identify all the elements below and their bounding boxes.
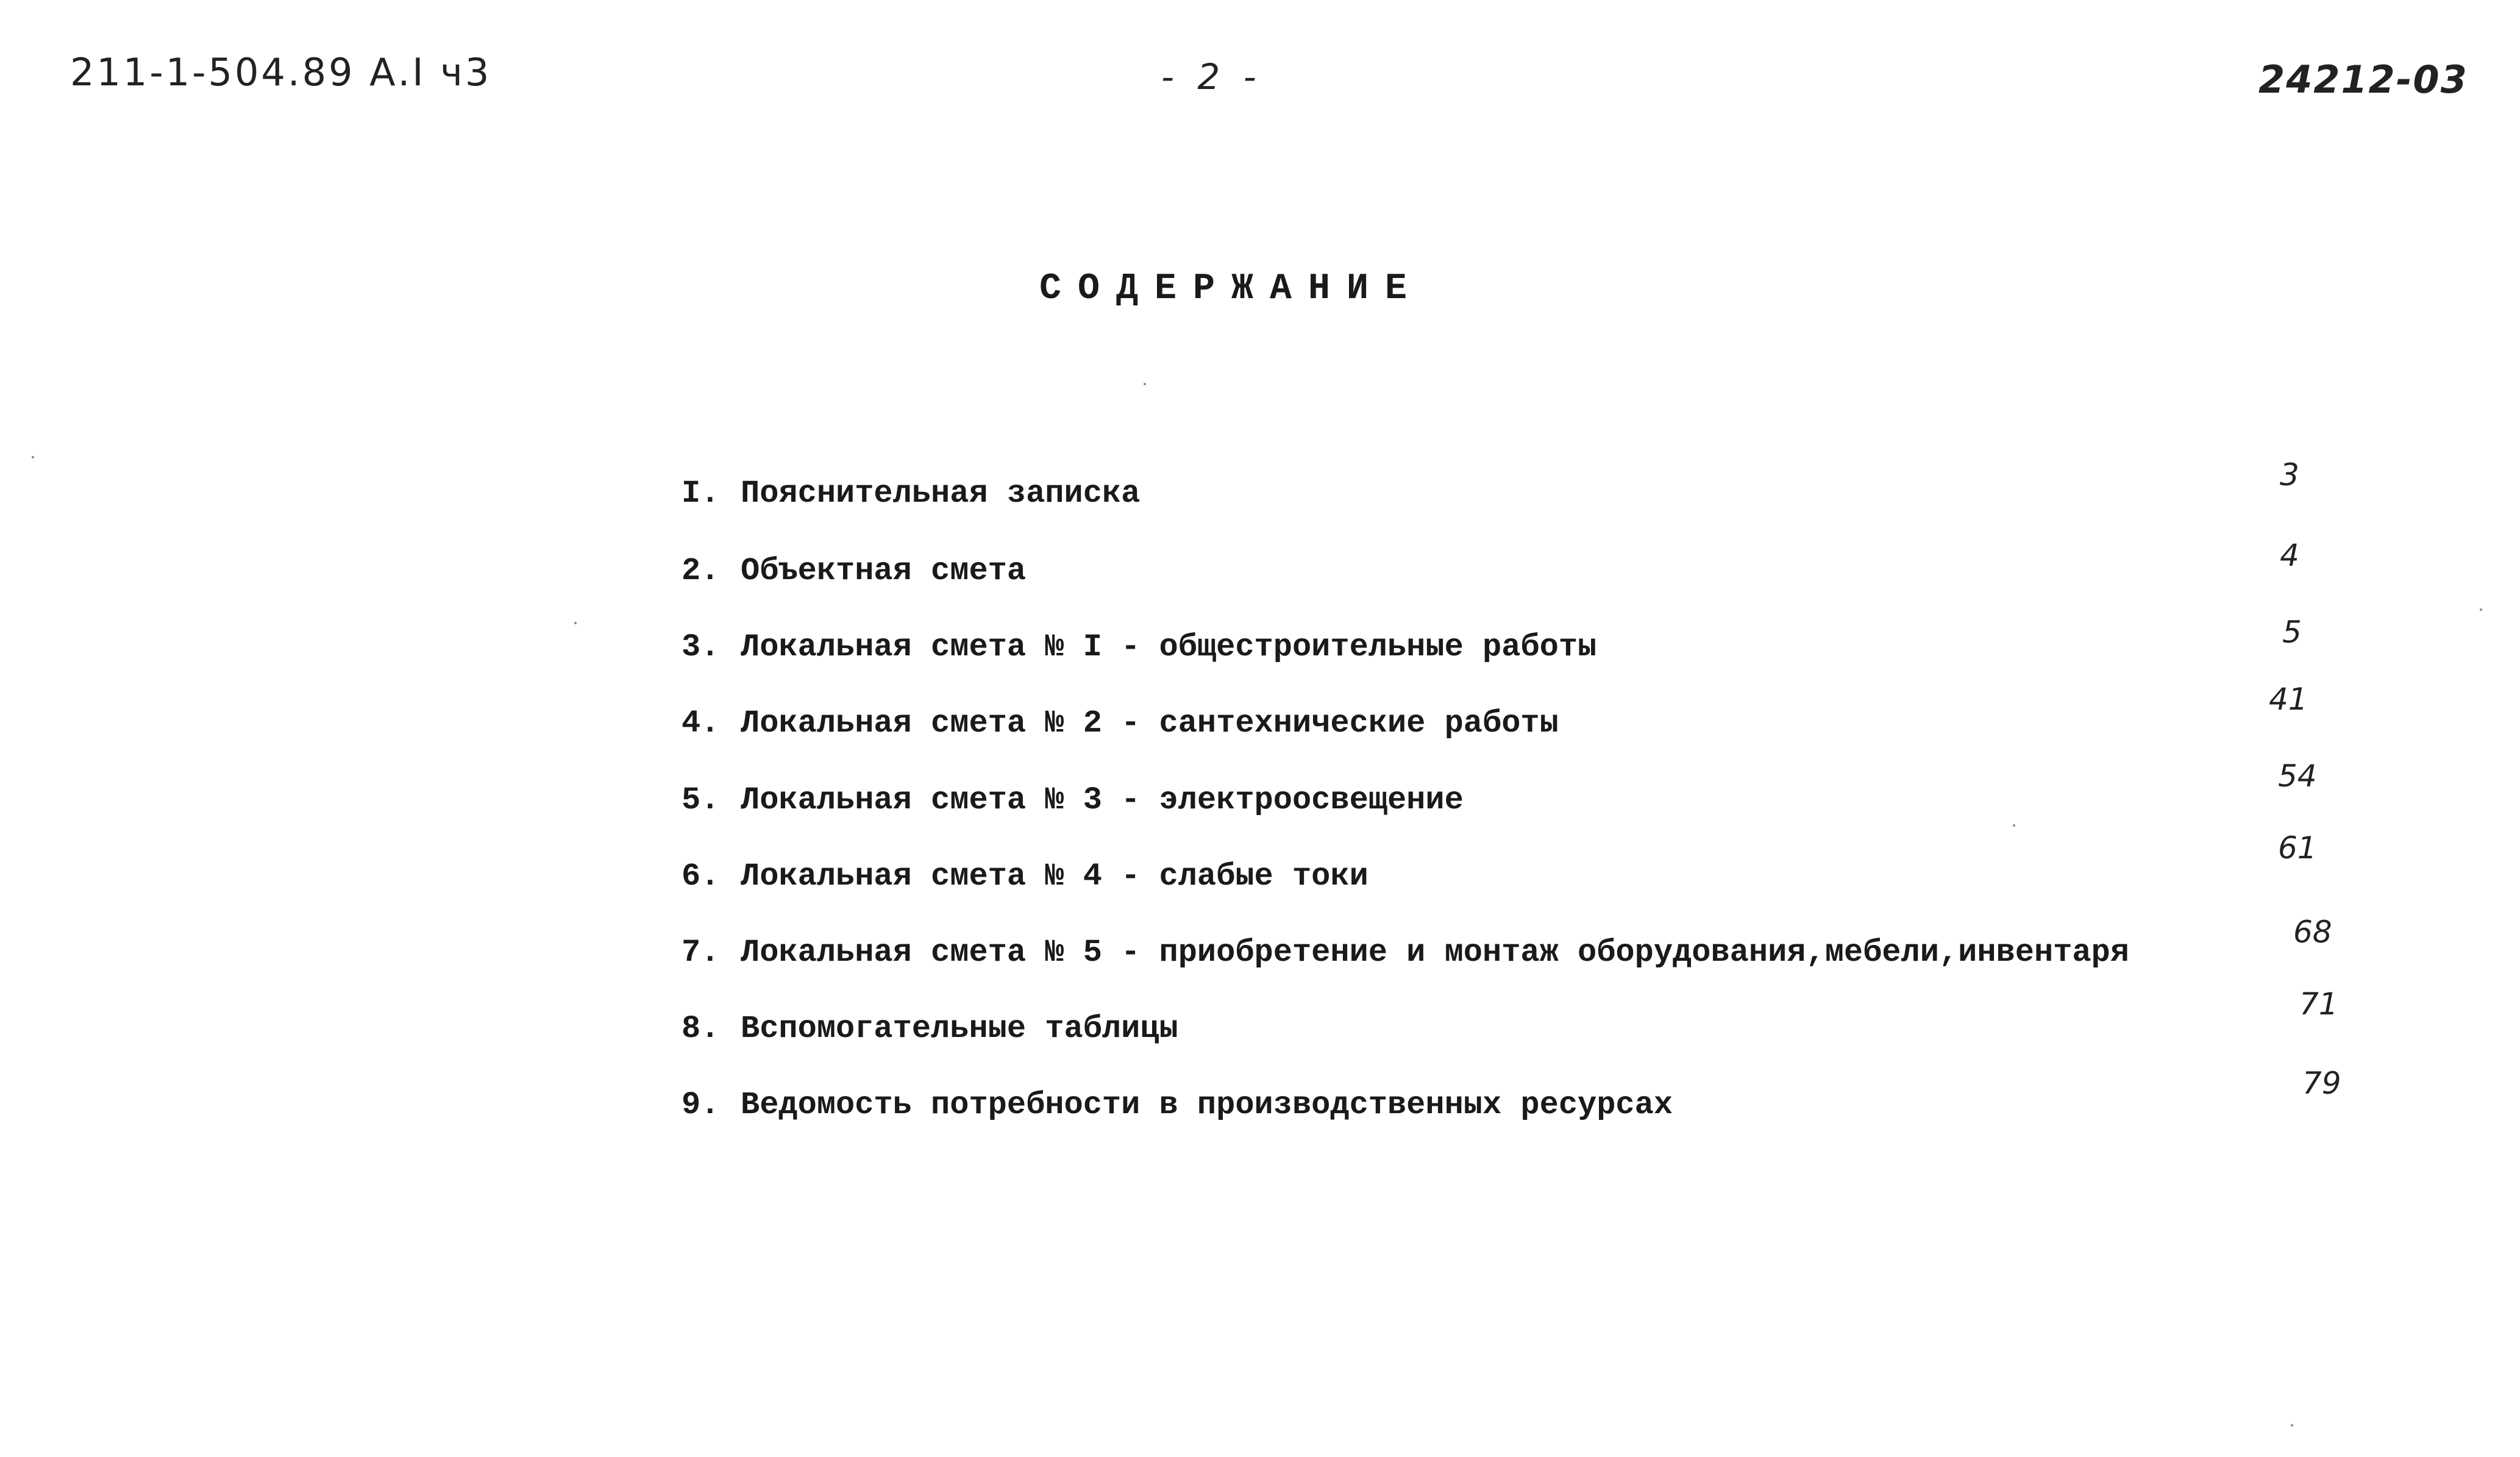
toc-item-number: 8. bbox=[682, 1011, 720, 1047]
toc-item-page: 41 bbox=[2269, 682, 2308, 717]
toc-item-page: 79 bbox=[2302, 1066, 2341, 1101]
toc-item-page: 61 bbox=[2278, 830, 2317, 866]
toc-item-text: Локальная смета № 2 - сантехнические работы bbox=[741, 705, 1559, 741]
toc-item-number: 3. bbox=[682, 629, 720, 665]
toc-item-number: 6. bbox=[682, 858, 720, 894]
toc-item-text: Вспомогательные таблицы bbox=[741, 1011, 1178, 1047]
scan-speck bbox=[574, 622, 577, 624]
page-title: СОДЕРЖАНИЕ bbox=[1039, 268, 1424, 310]
page-number: - 2 - bbox=[1161, 56, 1262, 98]
toc-item-text: Локальная смета № I - общестроительные работы bbox=[741, 629, 1597, 665]
toc-item-text: Локальная смета № 4 - слабые токи bbox=[741, 858, 1369, 894]
archive-number: 24212-03 bbox=[2258, 57, 2468, 102]
toc-item-number: I. bbox=[682, 476, 720, 511]
toc-item-number: 2. bbox=[682, 553, 720, 589]
toc-item-page: 4 bbox=[2280, 538, 2299, 573]
toc-item-number: 4. bbox=[682, 705, 720, 741]
toc-item-number: 9. bbox=[682, 1087, 720, 1123]
toc-item-page: 54 bbox=[2278, 758, 2317, 794]
toc-item-page: 3 bbox=[2280, 457, 2299, 493]
toc-item-number: 5. bbox=[682, 782, 720, 818]
toc-item-page: 5 bbox=[2282, 615, 2302, 650]
scan-speck bbox=[1144, 383, 1146, 385]
toc-item-text: Объектная смета bbox=[741, 553, 1027, 589]
toc-item-text: Локальная смета № 3 - электроосвещение bbox=[741, 782, 1464, 818]
document-code: 211-1-504.89 А.I ч3 bbox=[70, 50, 492, 94]
toc-item-text: Ведомость потребности в производственных ресурсах bbox=[741, 1087, 1673, 1123]
scan-speck bbox=[2291, 1424, 2293, 1427]
scan-speck bbox=[32, 456, 34, 458]
toc-item-text: Локальная смета № 5 - приобретение и монтаж оборудования,мебели,инвентаря bbox=[741, 935, 2129, 971]
toc-item-page: 68 bbox=[2293, 914, 2332, 950]
toc-item-text: Пояснительная записка bbox=[741, 476, 1141, 511]
scan-speck bbox=[2013, 824, 2015, 827]
toc-item-number: 7. bbox=[682, 935, 720, 971]
toc-item-page: 71 bbox=[2299, 986, 2338, 1022]
scan-speck bbox=[2480, 608, 2482, 611]
